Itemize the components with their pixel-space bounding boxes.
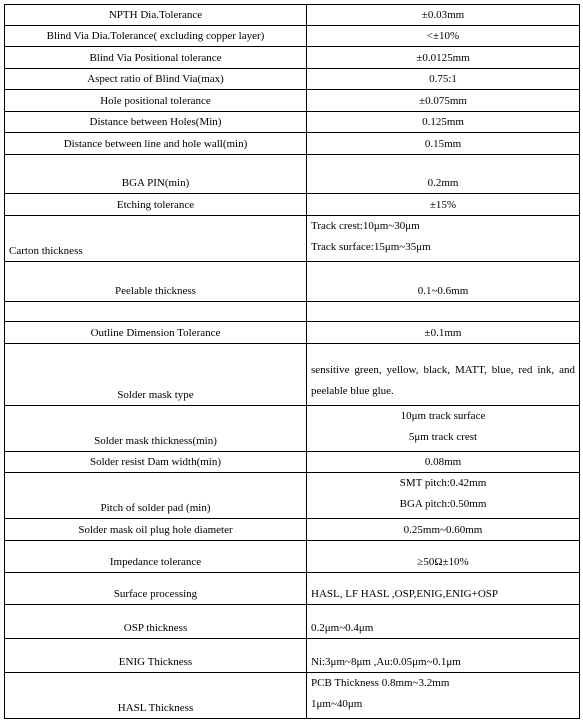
param-cell — [5, 519, 307, 541]
value-cell — [307, 112, 580, 133]
value-line: SMT pitch:0.42mm — [399, 477, 487, 489]
param-text: Distance between Holes(Min) — [89, 116, 222, 128]
param-text: Carton thickness — [9, 245, 83, 257]
value-text: 0.25mm~0.60mm — [403, 524, 483, 536]
table-row — [5, 47, 580, 69]
param-cell — [5, 302, 307, 322]
param-text: Distance between line and hole wall(min) — [63, 138, 248, 150]
table-row — [5, 639, 580, 673]
table-row — [5, 26, 580, 47]
param-text: Aspect ratio of Blind Via(max) — [87, 73, 224, 85]
value-text: sensitive green, yellow, black, MATT, blue, red ink, and peelable blue glue. — [311, 364, 575, 397]
value-text: 0.15mm — [424, 138, 462, 150]
table-row — [5, 155, 580, 194]
value-line: Track surface:15μm~35μm — [311, 241, 431, 253]
param-cell — [5, 452, 307, 473]
param-cell — [5, 90, 307, 112]
table-row — [5, 216, 580, 262]
value-cell — [307, 133, 580, 155]
value-cell — [307, 541, 580, 573]
table-row — [5, 573, 580, 605]
param-text: NPTH Dia.Tolerance — [108, 9, 203, 21]
param-cell — [5, 262, 307, 302]
table-row — [5, 406, 580, 452]
value-text: ±0.1mm — [424, 327, 462, 339]
table-row — [5, 194, 580, 216]
param-cell — [5, 194, 307, 216]
table-row — [5, 605, 580, 639]
value-text: 0.1~0.6mm — [417, 285, 469, 297]
table-row — [5, 541, 580, 573]
value-text: HASL, LF HASL ,OSP,ENIG,ENIG+OSP — [311, 588, 499, 600]
value-text: 0.125mm — [422, 116, 464, 128]
value-line: PCB Thickness 0.8mm~3.2mm — [311, 677, 450, 689]
value-cell — [307, 69, 580, 90]
value-cell — [307, 322, 580, 344]
param-text: Blind Via Positional tolerance — [89, 52, 222, 64]
param-text: Peelable thickness — [115, 285, 196, 297]
param-cell — [5, 216, 307, 262]
table-row — [5, 69, 580, 90]
param-text: Blind Via Dia.Tolerance( excluding copper layer) — [46, 30, 265, 42]
param-text: Solder resist Dam width(min) — [89, 456, 222, 468]
table-row — [5, 519, 580, 541]
value-cell — [307, 639, 580, 673]
value-cell — [307, 262, 580, 302]
param-cell — [5, 573, 307, 605]
table-row — [5, 5, 580, 26]
value-text: ±0.03mm — [421, 9, 465, 21]
param-cell — [5, 133, 307, 155]
value-cell — [307, 5, 580, 26]
spec-table — [4, 4, 580, 719]
param-text: Etching tolerance — [116, 199, 195, 211]
param-text: Impedance tolerance — [109, 556, 202, 568]
table-row — [5, 112, 580, 133]
value-cell — [307, 216, 580, 262]
value-text: 0.2mm — [427, 177, 459, 189]
param-text: BGA PIN(min) — [121, 177, 190, 189]
table-row — [5, 473, 580, 519]
param-cell — [5, 639, 307, 673]
value-cell — [307, 452, 580, 473]
param-text: Solder mask oil plug hole diameter — [78, 524, 233, 536]
value-cell — [307, 26, 580, 47]
value-cell — [307, 473, 580, 519]
param-cell — [5, 322, 307, 344]
param-cell — [5, 541, 307, 573]
value-text: ±0.0125mm — [416, 52, 470, 64]
table-row — [5, 90, 580, 112]
value-text: ±0.075mm — [419, 95, 467, 107]
table-row — [5, 344, 580, 406]
value-cell — [307, 47, 580, 69]
param-text: HASL Thickness — [117, 702, 194, 714]
param-text: Surface processing — [113, 588, 198, 600]
param-text: Pitch of solder pad (min) — [100, 502, 211, 514]
value-text: <±10% — [426, 30, 460, 42]
value-cell — [307, 406, 580, 452]
value-text: Ni:3μm~8μm ,Au:0.05μm~0.1μm — [311, 656, 461, 668]
param-cell — [5, 5, 307, 26]
value-line: 10μm track surface — [400, 410, 486, 422]
value-cell — [307, 344, 580, 406]
param-cell — [5, 112, 307, 133]
value-text: 0.2μm~0.4μm — [311, 622, 374, 634]
param-cell — [5, 673, 307, 719]
value-cell — [307, 194, 580, 216]
value-cell — [307, 155, 580, 194]
table-row — [5, 322, 580, 344]
param-cell — [5, 344, 307, 406]
value-line: BGA pitch:0.50mm — [399, 498, 487, 510]
param-cell — [5, 406, 307, 452]
table-row — [5, 302, 580, 322]
param-text: OSP thickness — [123, 622, 188, 634]
param-text: Solder mask type — [117, 389, 194, 401]
table-row — [5, 262, 580, 302]
value-cell — [307, 90, 580, 112]
table-row — [5, 452, 580, 473]
value-cell — [307, 673, 580, 719]
value-cell — [307, 605, 580, 639]
value-text: ±15% — [429, 199, 457, 211]
param-text: ENIG Thickness — [118, 656, 193, 668]
value-text: 0.08mm — [424, 456, 462, 468]
value-line: 5μm track crest — [408, 431, 478, 443]
param-text: Outline Dimension Tolerance — [90, 327, 221, 339]
param-cell — [5, 155, 307, 194]
param-cell — [5, 26, 307, 47]
param-cell — [5, 605, 307, 639]
param-cell — [5, 473, 307, 519]
value-cell — [307, 302, 580, 322]
value-line: 1μm~40μm — [311, 698, 363, 710]
param-text: Hole positional tolerance — [100, 95, 211, 107]
table-row — [5, 133, 580, 155]
value-cell — [307, 573, 580, 605]
param-cell — [5, 69, 307, 90]
table-row — [5, 673, 580, 719]
value-text: 0.75:1 — [429, 73, 457, 85]
value-text: ≥50Ω±10% — [417, 556, 469, 568]
value-cell — [307, 519, 580, 541]
value-line: Track crest:10μm~30μm — [311, 220, 420, 232]
param-text: Solder mask thickness(min) — [94, 435, 217, 447]
param-cell — [5, 47, 307, 69]
